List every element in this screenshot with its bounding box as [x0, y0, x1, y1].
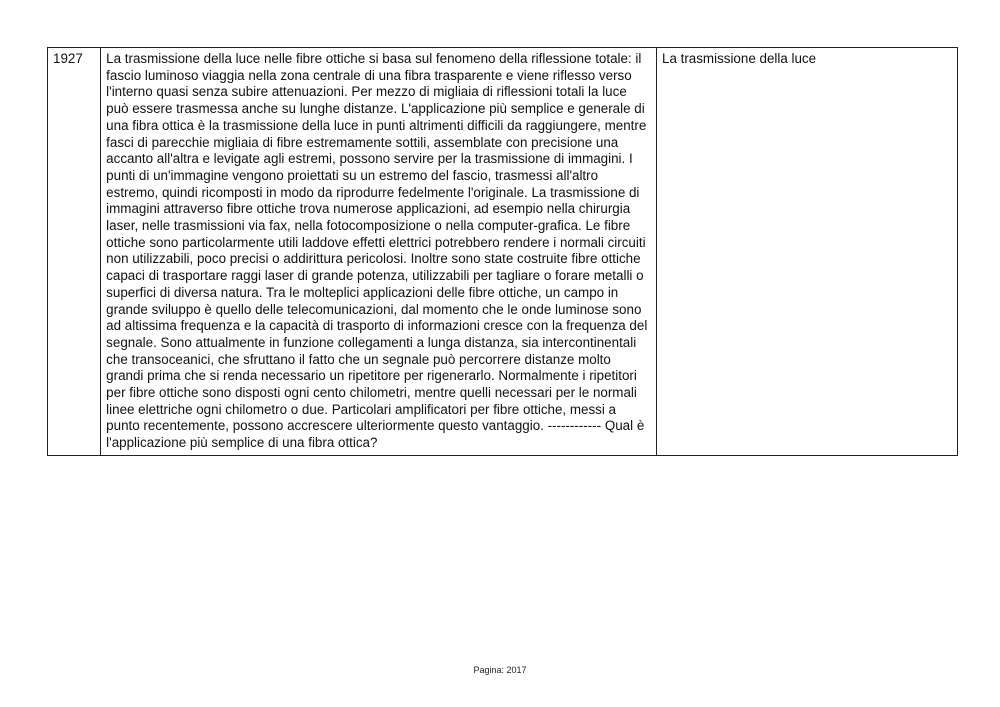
question-text-cell: La trasmissione della luce nelle fibre ottiche si basa sul fenomeno della riflessione totale: il fascio luminoso viaggia nella zona centrale di una fibra trasparente e viene riflesso verso l'interno quasi senza subire attenuazioni. Per mezzo di migliaia di riflessioni totali la luce può essere trasmessa anche su lunghe distanze. L'applicazione più semplice e generale di una fibra ottica è la trasmissione della luce in punti altrimenti difficili da raggiungere, mentre fasci di parecchie migliaia di fibre estremamente sottili, assemblate con precisione una accanto all'altra e levigate agli estremi, possono servire per la trasmissione di immagini. I punti di un'immagine vengono proiettati su un estremo del fascio, trasmessi all'altro estremo, quindi ricomposti in modo da riprodurre fedelmente l'originale. La trasmissione di immagini attraverso fibre ottiche trova numerose applicazioni, ad esempio nella chirurgia laser, nelle trasmissioni via fax, nella fotocomposizione o nella computer-grafica. Le fibre ottiche sono particolarmente utili laddove effetti elettrici potrebbero rendere i normali circuiti non utilizzabili, poco precisi o addirittura pericolosi. Inoltre sono state costruite fibre ottiche capaci di trasportare raggi laser di grande potenza, utilizzabili per tagliare o forare metalli o superfici di diversa natura. Tra le molteplici applicazioni delle fibre ottiche, un campo in grande sviluppo è quello delle telecomunicazioni, dal momento che le onde luminose sono ad altissima frequenza e la capacità di trasporto di informazioni cresce con la frequenza del segnale. Sono attualmente in funzione collegamenti a lunga distanza, sia intercontinentali che transoceanici, che sfruttano il fatto che un segnale può percorrere distanze molto grandi prima che si renda necessario un ripetitore per rigenerarlo. Normalmente i ripetitori per fibre ottiche sono disposti ogni cento chilometri, mentre quelli necessari per le normali linee elettriche ogni chilometro o due. Particolari amplificatori per fibre ottiche, messi a punto recentemente, possono accrescere ulteriormente questo vantaggio. ------------ Qual è l'applicazione più semplice di una fibra ottica?: [101, 48, 657, 456]
page-number: Pagina: 2017: [473, 665, 527, 675]
answer-cell: La trasmissione della luce: [657, 48, 958, 456]
question-table: [47, 47, 958, 456]
table-row: [48, 48, 958, 456]
question-id-cell: 1927: [48, 48, 101, 456]
